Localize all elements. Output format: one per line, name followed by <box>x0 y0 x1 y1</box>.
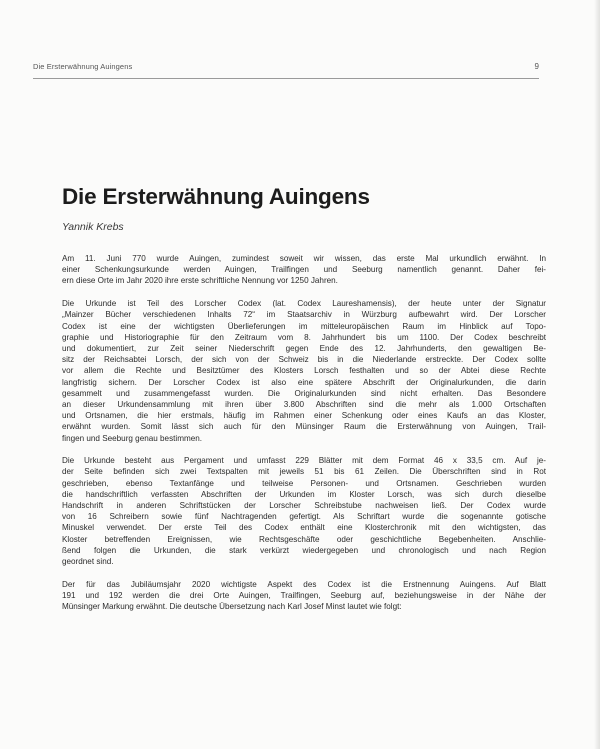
text-line: langfristig sichern. Der Lorscher Codex ist also eine spätere Abschrift der Originalurkunden, die darin <box>62 377 546 387</box>
article-title: Die Ersterwähnung Auingens <box>62 184 370 209</box>
text-line: graphie und Historiographie für den Zeitraum vom 8. Jahrhundert bis um 1100. Der Codex beschreibt <box>62 332 546 342</box>
text-line: gesammelt und zusammengefasst wurden. Die Originalurkunden sind nicht erhalten. Das Besondere <box>62 388 546 398</box>
text-line: geordnet sind. <box>62 557 114 567</box>
page-number: 9 <box>534 62 539 71</box>
text-line: sitz der Reichsabtei Lorsch, der sich von der Schweiz bis in die Niederlande erstreckte. Der Codex sollte <box>62 355 546 365</box>
article-author: Yannik Krebs <box>62 221 124 233</box>
body-paragraph <box>62 253 546 287</box>
text-line: an dieser Urkundensammlung mit ihren über 3.800 Abschriften sind die mehr als 1.000 Ortschaften <box>62 399 546 409</box>
text-line: von 16 Schreibern sowie fünf Nachtragenden gefertigt. Als Schriftart wurde die sogenannte gotische <box>62 512 546 522</box>
text-line: die handschriftlich verfassten Abschriften der Urkunden im Kloster Lorsch, was sich durch dieselbe <box>62 489 546 499</box>
running-header-title: Die Ersterwähnung Auingens <box>33 62 133 71</box>
body-paragraph <box>62 455 546 567</box>
text-line: Minuskel verwendet. Der erste Teil des Codex enthält eine Klosterchronik mit den wichtigsten, das <box>62 523 546 533</box>
text-line: Codex ist eine der wichtigsten Überlieferungen im mitteleuropäischen Raum im Hinblick auf Topo- <box>62 321 546 331</box>
text-line: Die Urkunde besteht aus Pergament und umfasst 229 Blätter mit dem Format 46 x 33,5 cm. Auf je- <box>62 456 546 466</box>
text-line: und dokumentiert, zur Zeit seiner Niederschrift gegen Ende des 12. Jahrhunderts, den gewaltigen Be- <box>62 343 546 353</box>
text-line: 191 und 192 werden die drei Orte Auingen, Trailfingen, Seeburg auf, beziehungsweise in der Nähe der <box>62 590 546 600</box>
text-line: ern diese Orte im Jahr 2020 ihre erste schriftliche Nennung vor 1250 Jahren. <box>62 276 338 286</box>
body-paragraph <box>62 579 546 613</box>
text-line: einer Schenkungsurkunde werden Auingen, Trailfingen und Seeburg namentlich genannt. Daher fei- <box>62 265 546 275</box>
text-line: Am 11. Juni 770 wurde Auingen, zumindest soweit wir wissen, das erste Mal urkundlich erwähnt. In <box>62 254 546 263</box>
text-line: erwähnt wurden. Somit lässt sich auch für den Münsinger Raum die Ersterwähnung von Auingen, Trail- <box>62 422 546 432</box>
body-paragraph <box>62 298 546 444</box>
text-line: und Ortsnamen, die hier erstmals, häufig im Rahmen einer Schenkung oder eines Kaufs an das Kloster, <box>62 411 546 421</box>
text-line: Kloster betreffenden Ereignissen, wie Rechtsgeschäfte oder geschichtliche Begebenheiten. Anschlie- <box>62 534 546 544</box>
text-line: der Seite befinden sich zwei Textspalten mit jeweils 51 bis 61 Zeilen. Die Überschriften sind in Rot <box>62 467 546 477</box>
text-line: Der für das Jubiläumsjahr 2020 wichtigste Aspekt des Codex ist die Erstnennung Auingens. Auf Blatt <box>62 579 546 589</box>
text-line: vor allem die Rechte und Besitztümer des Klosters Lorsch festhalten und so der Abtei diese Rechte <box>62 366 546 376</box>
running-header <box>33 62 539 79</box>
text-line: „Mainzer Bücher verschiedenen Inhalts 72“ im Staatsarchiv in Würzburg aufbewahrt wird. Der Lorscher <box>62 310 546 320</box>
text-line: ßend folgen die Urkunden, die stark verkürzt wiedergegeben und chronologisch und nach Region <box>62 545 546 555</box>
page-edge-shadow <box>594 0 600 749</box>
text-line: Die Urkunde ist Teil des Lorscher Codex (lat. Codex Laureshamensis), der heute unter der Signatur <box>62 299 546 309</box>
text-line: fingen und Seeburg genau bestimmen. <box>62 433 203 443</box>
text-line: geschrieben, ebenso Textanfänge und teilweise Personen- und Ortsnamen. Geschrieben wurden <box>62 478 546 488</box>
text-line: Handschrift in anderen Schriftstücken der Lorscher Schreibstube nachweisen ließ. Der Codex wurde <box>62 501 546 511</box>
article-body <box>62 253 546 624</box>
text-line: Münsinger Markung erwähnt. Die deutsche Übersetzung nach Karl Josef Minst lautet wie folgt: <box>62 602 402 612</box>
